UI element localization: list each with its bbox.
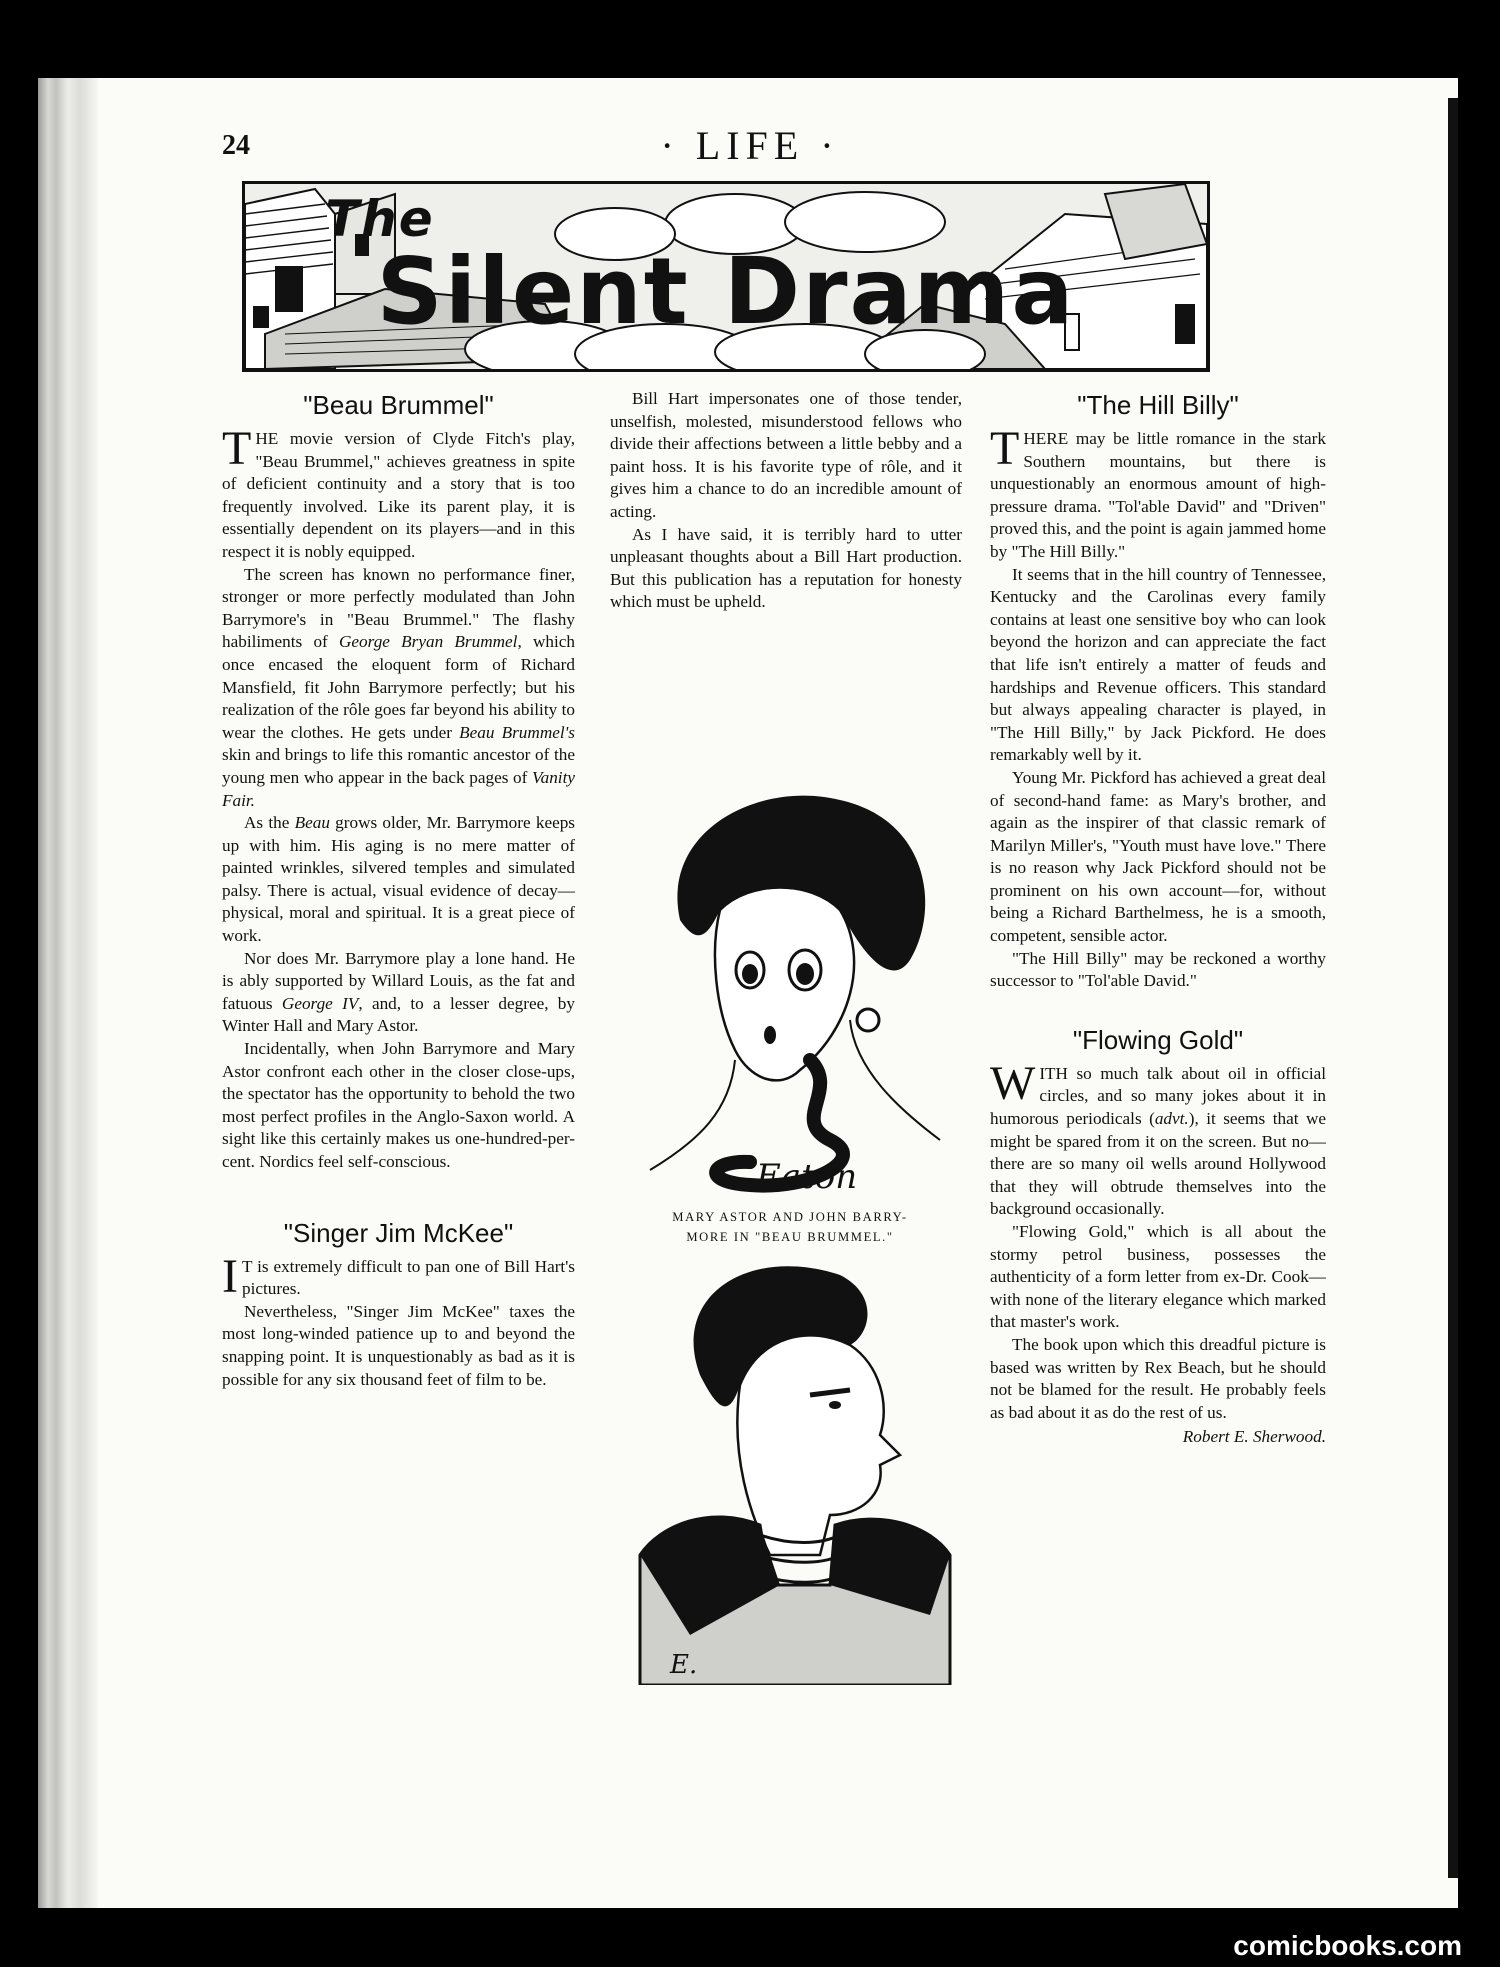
beau-p4a: Nor does Mr. Barrymore play a lone hand. He is ably supported by Willard Louis, as the fat and fatuous — [222, 948, 575, 1013]
gold-p1a: ITH so much talk about oil in official circles, and so many jokes about it in humorous periodicals ( — [990, 1063, 1326, 1129]
beau-paragraph-4 — [222, 948, 575, 1038]
mary-astor-caricature — [640, 790, 950, 1200]
banner-title-text: Silent Drama — [376, 238, 1076, 345]
beau-p3b: Beau — [294, 813, 330, 833]
john-barrymore-caricature — [630, 1255, 960, 1685]
beau-p3a: As the — [244, 813, 295, 833]
gold-p1c: ), it seems that we might be spared from it on the screen. But no—there are so many oil wells around Hollywood that they will obtrude themselves into the background occasionally. — [990, 1109, 1326, 1219]
heading-singer-jim-mckee: "Singer Jim McKee" — [283, 1217, 514, 1248]
beau-p2a: The screen has known no performance finer, stronger or more perfectly modulated than John Barrymore's in "Beau Brummel." The flashy habiliments of — [222, 564, 575, 652]
hillbilly-paragraph-2: It seems that in the hill country of Tennessee, Kentucky and the Carolinas every family contains at least one sensitive boy who can look beyond the horizon and can appreciate the fact that life isn't entirely a matter of feuds and hardships and Revenue officers. This standard but always appealing character is played, in "The Hill Billy," by Jack Pickford. He does remarkably well by it. — [990, 564, 1326, 765]
banner-the: The — [325, 190, 435, 248]
column-left — [222, 388, 575, 1391]
hillbilly-paragraph-4: "The Hill Billy" may be reckoned a worthy successor to "Tol'able David." — [990, 948, 1326, 991]
beau-p2e: skin and brings to life this romantic ancestor of the young men who appear in the back pages of — [222, 745, 575, 787]
gold-paragraph-2: "Flowing Gold," which is all about the stormy petrol business, possesses the authenticity of a form letter from ex-Dr. Cook—with none of the literary elegance which marked that master's work. — [990, 1222, 1326, 1332]
beau-paragraph-3 — [222, 812, 575, 948]
dropcap: T — [222, 422, 252, 475]
beau-p2b: George Bryan Brummel — [339, 632, 518, 652]
gold-p1b: advt. — [1154, 1109, 1189, 1129]
silent-drama-banner — [242, 181, 1210, 372]
column-middle — [610, 388, 962, 614]
dropcap: W — [990, 1056, 1036, 1110]
beau-p4b: George IV — [281, 993, 359, 1013]
running-head: · LIFE · — [660, 123, 840, 168]
author-byline: Robert E. Sherwood. — [1182, 1427, 1326, 1447]
page-edge — [1448, 98, 1458, 1878]
hillbilly-p1-text: HERE may be little romance in the stark Southern mountains, but there is unquestionably an enormous amount of high-pressure drama. "Tol'able David" and "Driven" proved this, and the point is again jammed home by "The Hill Billy." — [990, 429, 1326, 561]
page-binding — [38, 78, 98, 1908]
beau-p1-text: HE movie version of Clyde Fitch's play, "Beau Brummel," achieves greatness in spite of deficient continuity and a story that is too frequently involved. Like its parent play, it is essentially dependent on its players—and in this respect it is nobly equipped. — [222, 429, 575, 561]
beau-p3c: grows older, Mr. Barrymore keeps up with him. His aging is no mere matter of painted wrinkles, silvered temples and simulated palsy. There is actual, visual evidence of decay—physical, moral and spiritual. It is a great piece of work. — [222, 813, 575, 946]
middle-paragraph-2: As I have said, it is terribly hard to utter unpleasant thoughts about a Bill Hart production. But this publication has a reputation for honesty which must be upheld. — [610, 524, 962, 612]
gold-paragraph-3: The book upon which this dreadful picture is based was written by Rex Beach, but he should not be blamed for the result. He probably feels as bad about it as do the rest of us. — [990, 1334, 1326, 1422]
dropcap: I — [222, 1249, 238, 1303]
beau-p2f: Vanity Fair. — [222, 767, 575, 810]
heading-flowing-gold: "Flowing Gold" — [1072, 1024, 1244, 1055]
singer-paragraph-2: Nevertheless, "Singer Jim McKee" taxes the most long-winded patience up to and beyond the snapping point. It is unquestionably as bad as it is possible for any six thousand feet of film to be. — [222, 1301, 575, 1389]
caption-line-2: MORE IN "BEAU BRUMMEL." — [686, 1230, 894, 1244]
site-watermark: comicbooks.com — [1233, 1930, 1462, 1961]
page-number: 24 — [222, 130, 250, 161]
artist-signature: Eaton — [756, 1157, 858, 1197]
gold-paragraph-1 — [990, 1056, 1326, 1221]
banner-title — [245, 184, 1207, 369]
hillbilly-paragraph-1 — [990, 422, 1326, 564]
dropcap: T — [990, 422, 1020, 475]
artist-initial: E. — [670, 1650, 698, 1680]
hillbilly-paragraph-3: Young Mr. Pickford has achieved a great deal of second-hand fame: as Mary's brother, and again as the inspirer of that classic remark of Marilyn Miller's, "Youth must have love." There is no reason why Jack Pickford should not be prominent on his own account—for, without being a Richard Barthelmess, he is a smooth, competent, sensible actor. — [990, 767, 1326, 946]
beau-p4c: , and, to a lesser degree, by Winter Hall and Mary Astor. — [222, 993, 575, 1036]
heading-beau-brummel: "Beau Brummel" — [303, 390, 494, 420]
beau-paragraph-5: Incidentally, when John Barrymore and Mary Astor confront each other in the closer close-ups, the spectator has the opportunity to behold the two most perfect profiles in the Anglo-Saxon world. A sight like this certainly makes us one-hundred-per-cent. Nordics feel self-conscious. — [222, 1039, 575, 1171]
beau-p2c: , which once encased the eloquent form of Richard Mansfield, fit John Barrymore perfectly; but his realization of the rôle goes far beyond his ability to wear the clothes. He gets under — [222, 632, 575, 742]
caption-line-1: MARY ASTOR AND JOHN BARRY- — [672, 1210, 908, 1224]
middle-paragraph-1: Bill Hart impersonates one of those tender, unselfish, molested, misunderstood fellows who divide their affections between a little bebby and a paint hoss. It is his favorite type of rôle, and it gives him a chance to do an incredible amount of acting. — [610, 389, 962, 521]
singer-p1-text: T is extremely difficult to pan one of Bill Hart's pictures. — [241, 1256, 575, 1299]
column-right — [990, 388, 1326, 1449]
beau-p2d: Beau Brummel's — [459, 722, 575, 742]
beau-paragraph-1 — [222, 422, 575, 564]
illustration-caption — [640, 1207, 940, 1247]
beau-paragraph-2 — [222, 564, 575, 813]
heading-hill-billy: "The Hill Billy" — [1077, 390, 1239, 420]
singer-paragraph-1 — [222, 1249, 575, 1303]
